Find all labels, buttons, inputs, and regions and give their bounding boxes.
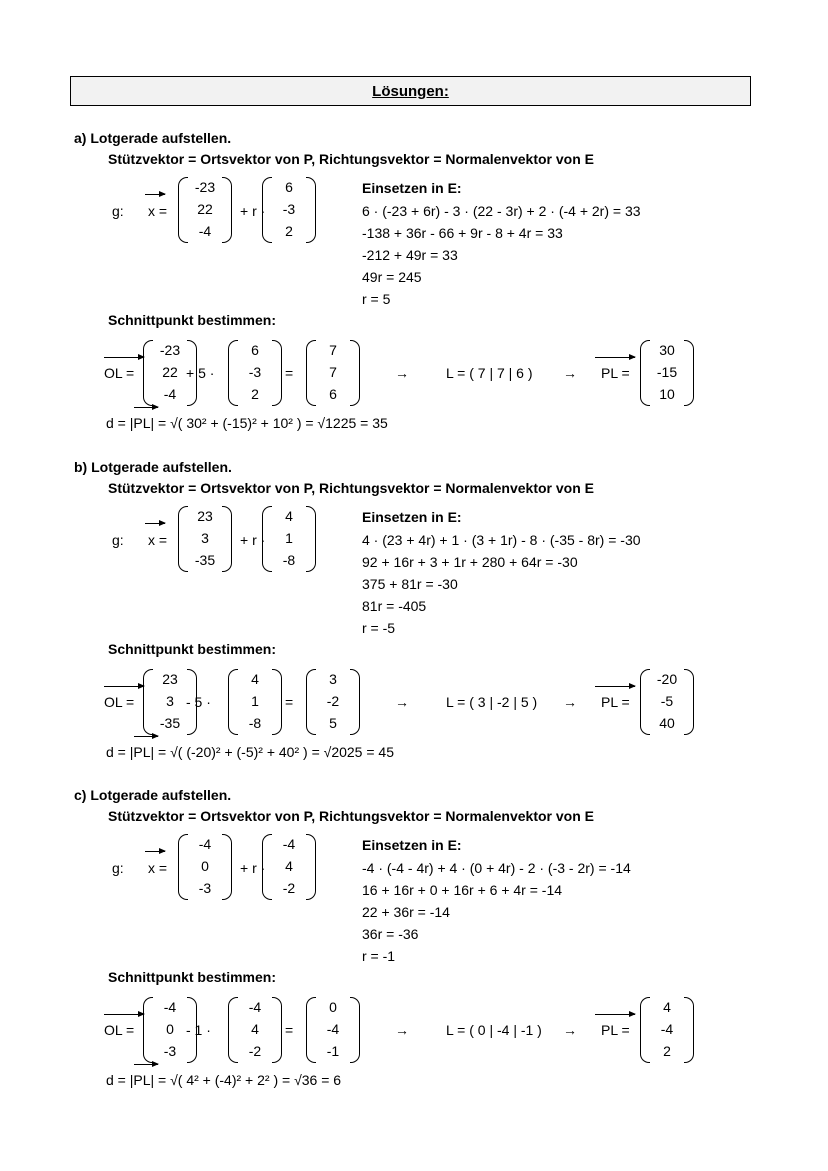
vector-arrow-x bbox=[145, 523, 165, 524]
vector-component: -35 bbox=[159, 715, 181, 731]
vector-component: -3 bbox=[198, 880, 212, 896]
vector-component: -15 bbox=[656, 364, 678, 380]
schnitt-heading: Schnittpunkt bestimmen: bbox=[108, 969, 277, 985]
vector-component: 2 bbox=[663, 1043, 671, 1059]
stuetzvektor bbox=[178, 834, 232, 902]
result-vector bbox=[306, 997, 360, 1065]
vector-arrow-ol bbox=[104, 1014, 144, 1015]
vector-arrow-x bbox=[145, 851, 165, 852]
vector-component: 40 bbox=[659, 715, 675, 731]
vector-component: -4 bbox=[282, 836, 296, 852]
vector-arrow-pl bbox=[595, 686, 635, 687]
vector-arrow-ol bbox=[104, 686, 144, 687]
implies-arrow: → bbox=[395, 694, 409, 710]
pl-equals: PL = bbox=[601, 1022, 630, 1038]
ol-equals: OL = bbox=[104, 1022, 135, 1038]
line-label: g: bbox=[112, 532, 124, 548]
vector-component: -20 bbox=[656, 671, 678, 687]
vector-component: -23 bbox=[159, 342, 181, 358]
vector-component: 7 bbox=[329, 364, 337, 380]
calc-line: 49r = 245 bbox=[362, 269, 422, 285]
vector-component: 4 bbox=[663, 999, 671, 1015]
distance: d = |PL| = √( 30² + (-15)² + 10² ) = √1225 = 35 bbox=[106, 415, 388, 431]
point-L: L = ( 7 | 7 | 6 ) bbox=[446, 365, 533, 381]
vector-component: -2 bbox=[248, 1043, 262, 1059]
point-L: L = ( 3 | -2 | 5 ) bbox=[446, 694, 538, 710]
vector-component: 3 bbox=[201, 530, 209, 546]
vector-component: 7 bbox=[329, 342, 337, 358]
line-label: g: bbox=[112, 860, 124, 876]
direction-vector bbox=[228, 669, 282, 737]
plus-r: + r · bbox=[240, 860, 266, 876]
calc-line: 375 + 81r = -30 bbox=[362, 576, 458, 592]
vector-component: -4 bbox=[198, 836, 212, 852]
distance: d = |PL| = √( (-20)² + (-5)² + 40² ) = √2025 = 45 bbox=[106, 744, 394, 760]
vector-arrow-pl-dist bbox=[134, 407, 158, 408]
vector-component: 2 bbox=[251, 386, 259, 402]
part-title: b) Lotgerade aufstellen. bbox=[74, 459, 232, 475]
vector-component: 30 bbox=[659, 342, 675, 358]
vector-arrow-pl-dist bbox=[134, 1064, 158, 1065]
part-subtitle: Stützvektor = Ortsvektor von P, Richtungsvektor = Normalenvektor von E bbox=[108, 808, 594, 824]
vector-component: 23 bbox=[197, 508, 213, 524]
x-equals: x = bbox=[148, 203, 168, 219]
vector-component: -3 bbox=[248, 364, 262, 380]
vector-arrow-pl-dist bbox=[134, 736, 158, 737]
calc-line: 16 + 16r + 0 + 16r + 6 + 4r = -14 bbox=[362, 882, 563, 898]
pl-vector bbox=[640, 669, 694, 737]
schnitt-heading: Schnittpunkt bestimmen: bbox=[108, 312, 277, 328]
vector-component: 5 bbox=[329, 715, 337, 731]
plus-r: + r · bbox=[240, 532, 266, 548]
vector-component: 23 bbox=[162, 671, 178, 687]
calc-line: 22 + 36r = -14 bbox=[362, 904, 450, 920]
vector-arrow-x bbox=[145, 194, 165, 195]
vector-component: -8 bbox=[248, 715, 262, 731]
vector-component: 2 bbox=[285, 223, 293, 239]
einsetzen-heading: Einsetzen in E: bbox=[362, 837, 462, 853]
solutions-header bbox=[70, 76, 751, 106]
plus-r: + r · bbox=[240, 203, 266, 219]
calc-line: -212 + 49r = 33 bbox=[362, 247, 458, 263]
result-vector bbox=[306, 340, 360, 408]
part-title: c) Lotgerade aufstellen. bbox=[74, 787, 232, 803]
vector-component: 22 bbox=[162, 364, 178, 380]
part-title: a) Lotgerade aufstellen. bbox=[74, 130, 232, 146]
vector-component: 0 bbox=[329, 999, 337, 1015]
vector-arrow-pl bbox=[595, 357, 635, 358]
operator: - 5 · bbox=[186, 694, 211, 710]
richtungsvektor bbox=[262, 506, 316, 574]
equals: = bbox=[285, 1022, 294, 1038]
stuetzvektor bbox=[178, 177, 232, 245]
einsetzen-heading: Einsetzen in E: bbox=[362, 180, 462, 196]
vector-component: 3 bbox=[166, 693, 174, 709]
stuetzvektor bbox=[178, 506, 232, 574]
calc-line: -138 + 36r - 66 + 9r - 8 + 4r = 33 bbox=[362, 225, 563, 241]
calc-line: 92 + 16r + 3 + 1r + 280 + 64r = -30 bbox=[362, 554, 578, 570]
vector-component: -4 bbox=[163, 386, 177, 402]
x-equals: x = bbox=[148, 860, 168, 876]
vector-component: -23 bbox=[194, 179, 216, 195]
vector-component: 3 bbox=[329, 671, 337, 687]
vector-component: 22 bbox=[197, 201, 213, 217]
vector-component: 4 bbox=[285, 858, 293, 874]
calc-line: r = -1 bbox=[362, 948, 396, 964]
vector-component: 0 bbox=[201, 858, 209, 874]
vector-arrow-ol bbox=[104, 357, 144, 358]
calc-line: 36r = -36 bbox=[362, 926, 419, 942]
x-equals: x = bbox=[148, 532, 168, 548]
distance: d = |PL| = √( 4² + (-4)² + 2² ) = √36 = 6 bbox=[106, 1072, 342, 1088]
vector-component: -3 bbox=[282, 201, 296, 217]
vector-component: 4 bbox=[251, 1021, 259, 1037]
einsetzen-heading: Einsetzen in E: bbox=[362, 509, 462, 525]
vector-component: 0 bbox=[166, 1021, 174, 1037]
pl-vector bbox=[640, 997, 694, 1065]
line-label: g: bbox=[112, 203, 124, 219]
implies-arrow: → bbox=[563, 365, 577, 381]
operator: + 5 · bbox=[186, 365, 215, 381]
pl-equals: PL = bbox=[601, 694, 630, 710]
richtungsvektor bbox=[262, 834, 316, 902]
ol-equals: OL = bbox=[104, 365, 135, 381]
vector-component: -4 bbox=[326, 1021, 340, 1037]
vector-component: -35 bbox=[194, 552, 216, 568]
implies-arrow: → bbox=[395, 365, 409, 381]
equals: = bbox=[285, 365, 294, 381]
richtungsvektor bbox=[262, 177, 316, 245]
schnitt-heading: Schnittpunkt bestimmen: bbox=[108, 641, 277, 657]
operator: - 1 · bbox=[186, 1022, 211, 1038]
vector-component: -1 bbox=[326, 1043, 340, 1059]
equals: = bbox=[285, 694, 294, 710]
vector-component: -2 bbox=[282, 880, 296, 896]
implies-arrow: → bbox=[563, 1022, 577, 1038]
vector-component: -5 bbox=[660, 693, 674, 709]
vector-arrow-pl bbox=[595, 1014, 635, 1015]
vector-component: 1 bbox=[251, 693, 259, 709]
solutions-title: Lösungen: bbox=[372, 83, 449, 100]
pl-vector bbox=[640, 340, 694, 408]
vector-component: -4 bbox=[198, 223, 212, 239]
vector-component: -8 bbox=[282, 552, 296, 568]
vector-component: 4 bbox=[285, 508, 293, 524]
vector-component: 1 bbox=[285, 530, 293, 546]
part-subtitle: Stützvektor = Ortsvektor von P, Richtungsvektor = Normalenvektor von E bbox=[108, 151, 594, 167]
calc-line: r = -5 bbox=[362, 620, 396, 636]
pl-equals: PL = bbox=[601, 365, 630, 381]
vector-component: -4 bbox=[660, 1021, 674, 1037]
vector-component: 10 bbox=[659, 386, 675, 402]
calc-line: r = 5 bbox=[362, 291, 391, 307]
direction-vector bbox=[228, 997, 282, 1065]
implies-arrow: → bbox=[563, 694, 577, 710]
vector-component: -4 bbox=[248, 999, 262, 1015]
point-L: L = ( 0 | -4 | -1 ) bbox=[446, 1022, 542, 1038]
calc-line: 6 · (-23 + 6r) - 3 · (22 - 3r) + 2 · (-4 + 2r) = 33 bbox=[362, 203, 641, 219]
calc-line: -4 · (-4 - 4r) + 4 · (0 + 4r) - 2 · (-3 - 2r) = -14 bbox=[362, 860, 631, 876]
part-subtitle: Stützvektor = Ortsvektor von P, Richtungsvektor = Normalenvektor von E bbox=[108, 480, 594, 496]
vector-component: 4 bbox=[251, 671, 259, 687]
calc-line: 81r = -405 bbox=[362, 598, 427, 614]
direction-vector bbox=[228, 340, 282, 408]
ol-equals: OL = bbox=[104, 694, 135, 710]
implies-arrow: → bbox=[395, 1022, 409, 1038]
vector-component: -3 bbox=[163, 1043, 177, 1059]
vector-component: 6 bbox=[329, 386, 337, 402]
vector-component: 6 bbox=[285, 179, 293, 195]
vector-component: 6 bbox=[251, 342, 259, 358]
vector-component: -2 bbox=[326, 693, 340, 709]
result-vector bbox=[306, 669, 360, 737]
vector-component: -4 bbox=[163, 999, 177, 1015]
calc-line: 4 · (23 + 4r) + 1 · (3 + 1r) - 8 · (-35 - 8r) = -30 bbox=[362, 532, 641, 548]
